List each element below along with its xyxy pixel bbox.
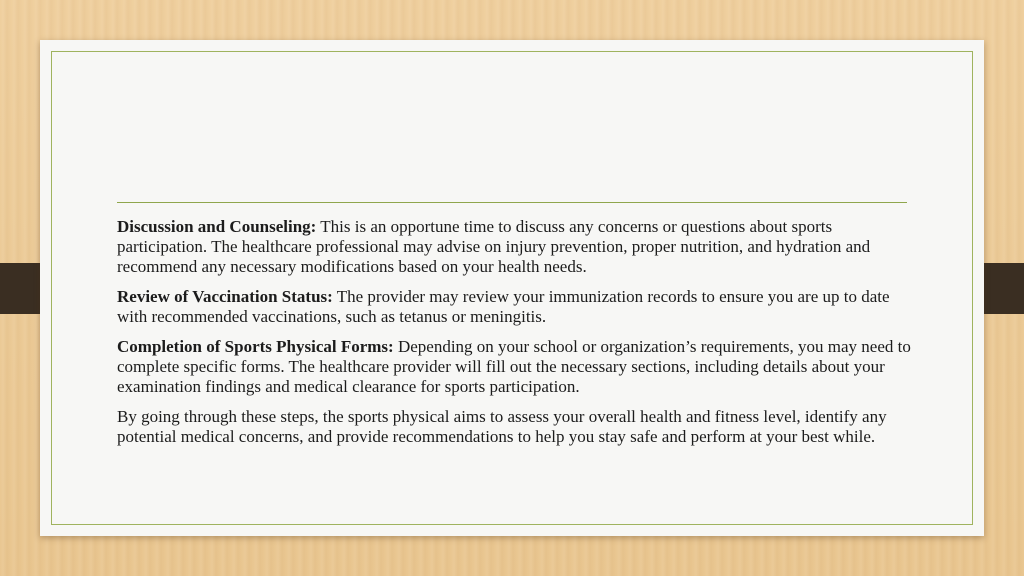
body-summary: By going through these steps, the sports physical aims to assess your overall health and fitness level, identify any potential medical concerns, and provide recommendations to help you stay safe and perform at your best while. (117, 407, 887, 446)
heading-physical-forms: Completion of Sports Physical Forms: (117, 337, 394, 356)
paragraph-discussion-counseling (117, 217, 912, 277)
slide-body-text (117, 217, 912, 457)
paragraph-physical-forms (117, 337, 912, 397)
heading-discussion-counseling: Discussion and Counseling: (117, 217, 317, 236)
heading-vaccination-status: Review of Vaccination Status: (117, 287, 333, 306)
body-vaccination-status: The provider may review your immunization records to ensure you are up to date with recommended vaccinations, such as tetanus or meningitis. (117, 287, 890, 326)
body-discussion-counseling: This is an opportune time to discuss any concerns or questions about sports participation. The healthcare professional may advise on injury prevention, proper nutrition, and hydration and recommend any necessary modifications based on your health needs. (117, 217, 871, 276)
title-divider-line (117, 202, 907, 203)
paragraph-vaccination-status (117, 287, 912, 327)
paragraph-summary (117, 407, 912, 447)
body-physical-forms: Depending on your school or organization’s requirements, you may need to complete specific forms. The healthcare provider will fill out the necessary sections, including details about your examination findings and medical clearance for sports participation. (117, 337, 911, 396)
